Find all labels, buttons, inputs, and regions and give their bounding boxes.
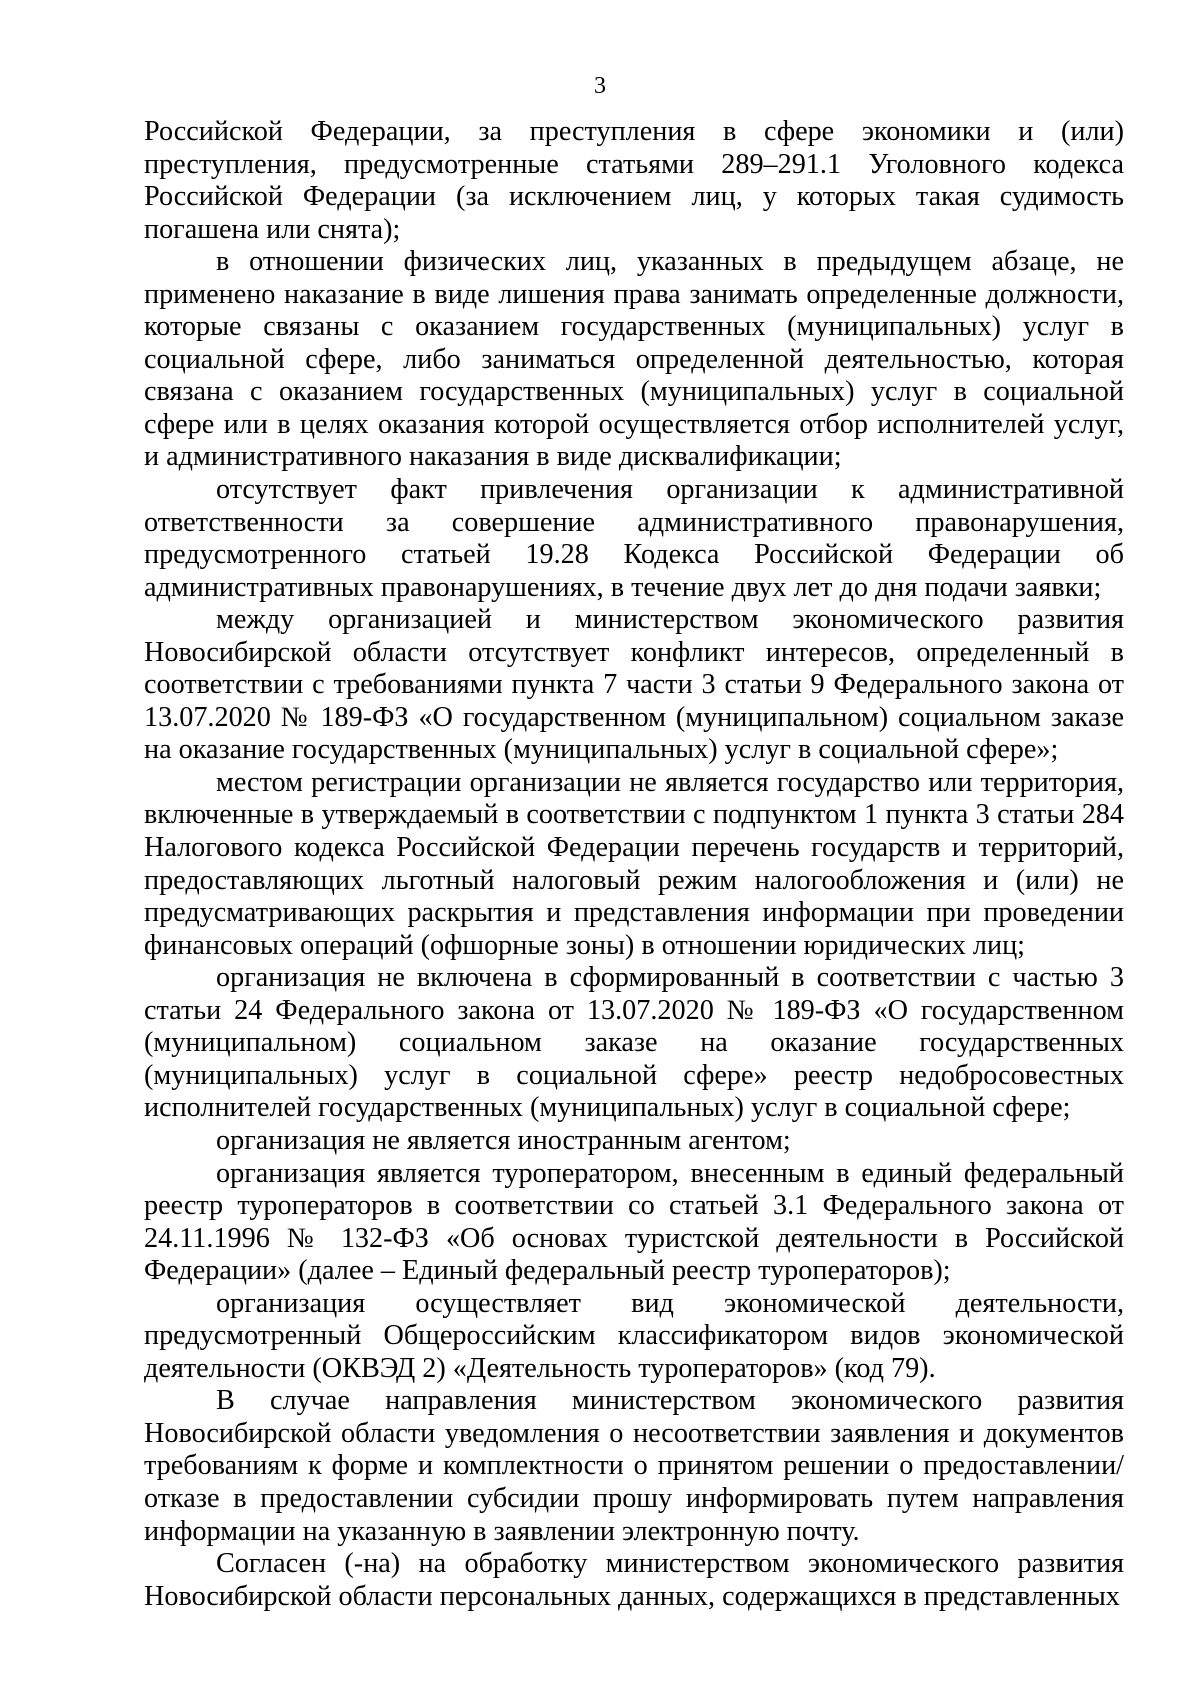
paragraph-not-offshore: местом регистрации организации не является государство или территория, включенные в утверждаемый в соответствии с подпунктом 1 пункта 3 статьи 284 Налогового кодекса Российской Федерации перечень государств и территорий, предоставляющих льготный налоговый режим налогообложения и (или) не предусматривающих раскрытия и представления информации при проведении финансовых операций (офшорные зоны) в отношении юридических лиц; xyxy=(144,766,1124,961)
paragraph-personal-data-consent: Согласен (-на) на обработку министерством экономического развития Новосибирской области персональных данных, содержащихся в представленных xyxy=(144,1548,1124,1612)
paragraph-no-disqualification: в отношении физических лиц, указанных в предыдущем абзаце, не применено наказание в виде лишения права занимать определенные должности, которые связаны с оказанием государственных (муниципальных) услуг в социальной сфере, либо заниматься определенной деятельностью, которая связана с оказанием государственных (муниципальных) услуг в социальной сфере или в целях оказания которой осуществляется отбор исполнителей услуг, и административного наказания в виде дисквалификации; xyxy=(144,246,1124,473)
page-number: 3 xyxy=(594,73,606,99)
document-body xyxy=(144,116,1124,1613)
paragraph-okved-activity: организация осуществляет вид экономической деятельности, предусмотренный Общероссийским классификатором видов экономической деятельности (ОКВЭД 2) «Деятельность туроператоров» (код 79). xyxy=(144,1287,1124,1384)
paragraph-no-conflict-of-interest: между организацией и министерством экономического развития Новосибирской области отсутствует конфликт интересов, определенный в соответствии с требованиями пункта 7 части 3 статьи 9 Федерального закона от 13.07.2020 № 189-ФЗ «О государственном (муниципальном) социальном заказе на оказание государственных (муниципальных) услуг в социальной сфере»; xyxy=(144,604,1124,766)
paragraph-conviction-clause: Российской Федерации, за преступления в сфере экономики и (или) преступления, предусмотренные статьями 289–291.1 Уголовного кодекса Российской Федерации (за исключением лиц, у которых такая судимость погашена или снята); xyxy=(144,116,1124,245)
paragraph-not-in-unreliable-registry: организация не включена в сформированный в соответствии с частью 3 статьи 24 Федерального закона от 13.07.2020 № 189-ФЗ «О государственном (муниципальном) социальном заказе на оказание государственных (муниципальных) услуг в социальной сфере» реестр недобросовестных исполнителей государственных (муниципальных) услуг в социальной сфере; xyxy=(144,962,1124,1124)
paragraph-notification-request: В случае направления министерством экономического развития Новосибирской области уведомления о несоответствии заявления и документов требованиям к форме и комплектности о принятом решении о предоставлении/отказе в предоставлении субсидии прошу информировать путем направления информации на указанную в заявлении электронную почту. xyxy=(144,1385,1124,1547)
paragraph-tour-operator-registry: организация является туроператором, внесенным в единый федеральный реестр туроператоров в соответствии со статьей 3.1 Федерального закона от 24.11.1996 № 132-ФЗ «Об основах туристской деятельности в Российской Федерации» (далее – Единый федеральный реестр туроператоров); xyxy=(144,1157,1124,1287)
paragraph-not-foreign-agent: организация не является иностранным агентом; xyxy=(216,1124,791,1156)
paragraph-no-administrative-liability: отсутствует факт привлечения организации к административной ответственности за совершение административного правонарушения, предусмотренного статьей 19.28 Кодекса Российской Федерации об административных правонарушениях, в течение двух лет до дня подачи заявки; xyxy=(144,474,1124,603)
